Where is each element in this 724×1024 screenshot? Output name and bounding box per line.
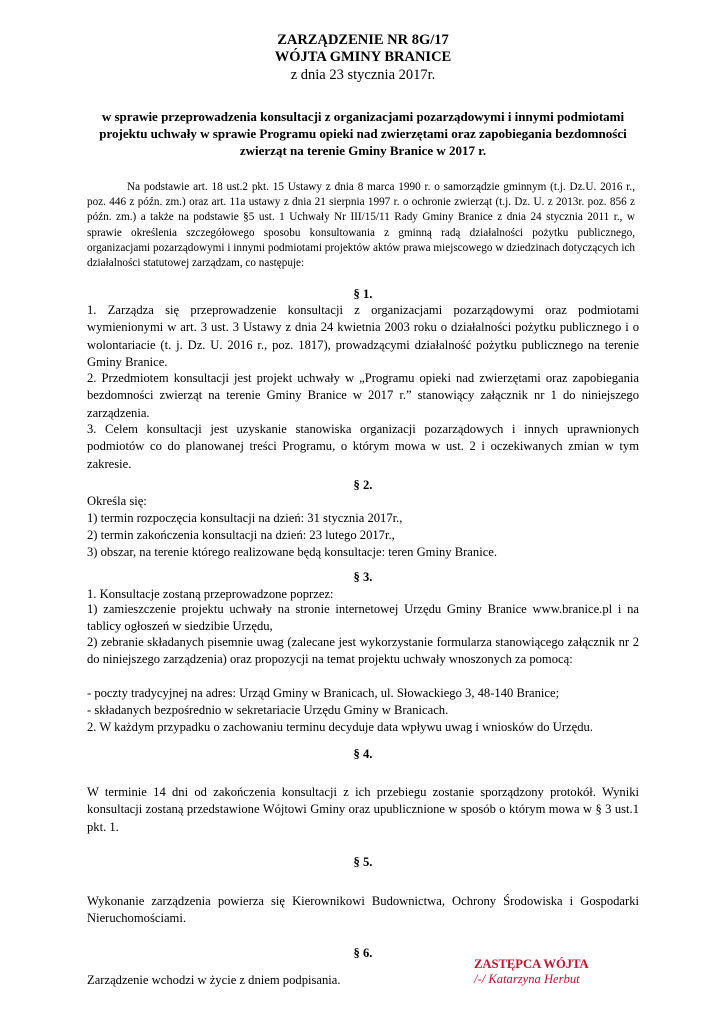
section-4-text: W terminie 14 dni od zakończenia konsultacji z ich przebiegu zostanie sporządzony protokół. Wyniki konsultacji zostaną przedstawione Wójtowi Gminy oraz upublicznione w sposób o którym mowa w § 3 ust.1 pkt. 1. [87, 785, 639, 834]
signature-name: /-/ Katarzyna Herbut [474, 972, 580, 986]
section-3-item-1: 1) zamieszczenie projektu uchwały na stronie internetowej Urzędu Gminy Branice www.branice.pl i na tablicy ogłoszeń w siedzibie Urzędu, [87, 602, 639, 633]
section-5-heading: § 5. [353, 855, 373, 869]
section-4-heading: § 4. [353, 747, 373, 761]
issuing-authority: WÓJTA GMINY BRANICE [274, 49, 452, 65]
section-3-intro: 1. Konsultacje zostaną przeprowadzone poprzez: [87, 587, 334, 601]
document-date: z dnia 23 stycznia 2017r. [290, 67, 436, 83]
section-3-item-3: - poczty tradycyjnej na adres: Urząd Gminy w Branicach, ul. Słowackiego 3, 48-140 Branice; [87, 686, 560, 700]
section-1-paragraph-2: 2. Przedmiotem konsultacji jest projekt uchwały w „Programu opieki nad zwierzętami oraz zapobiegania bezdomności zwierząt na terenie Gminy Branice w 2017 r.” stanowiący załącznik nr 1 do niniejszego zarządzenia. [87, 371, 639, 420]
section-3-item-2: 2) zebranie składanych pisemnie uwag (zalecane jest wykorzystanie formularza stanowiącego załącznik nr 2 do niniejszego zarządzenia) oraz propozycji na temat projektu uchwały wnoszonych za pomocą: [87, 635, 639, 666]
section-5-text: Wykonanie zarządzenia powierza się Kierownikowi Budownictwa, Ochrony Środowiska i Gospodarki Nieruchomościami. [87, 894, 639, 926]
section-3-heading: § 3. [353, 570, 373, 584]
section-2-intro: Określa się: [87, 494, 147, 508]
section-3-item-5: 2. W każdym przypadku o zachowaniu terminu decyduje data wpływu uwag i wniosków do Urzędu. [87, 720, 593, 734]
section-6-text: Zarządzenie wchodzi w życie z dniem podpisania. [87, 973, 341, 987]
section-1-paragraph-1: 1. Zarządza się przeprowadzenie konsultacji z organizacjami pozarządowymi oraz podmiotami wymienionymi w art. 3 ust. 3 Ustawy z dnia 24 kwietnia 2003 roku o działalności pożytku publicznego i o wolontariacie (t. j. Dz. U. 2016 r., poz. 1817), prowadzącymi działalność pożytku publicznego na terenie Gminy Branice. [87, 303, 639, 370]
section-1-heading: § 1. [353, 287, 373, 301]
section-2-item-2: 2) termin zakończenia konsultacji na dzień: 23 lutego 2017r., [87, 528, 395, 542]
section-3-item-4: - składanych bezpośrednio w sekretariacie Urzędu Gminy w Branicach. [87, 703, 449, 717]
section-2-item-1: 1) termin rozpoczęcia konsultacji na dzień: 31 stycznia 2017r., [87, 511, 403, 525]
legal-basis: Na podstawie art. 18 ust.2 pkt. 15 Ustawy z dnia 8 marca 1990 r. o samorządzie gminnym (t.j. Dz.U. 2016 r., poz. 446 z późn. zm.) oraz art. 11a ustawy z dnia 21 sierpnia 1997 r. o ochronie zwierząt (t.j. Dz. U. z 2013r. poz. 856 z późn. zm.) a także na podstawie §5 ust. 1 Uchwały Nr III/15/11 Rady Gminy Branice z dnia 24 stycznia 2011 r., w sprawie określenia szczegółowego sposobu konsultowania z gminną radą działalności pożytku publicznego, organizacjami pozarządowymi i innymi podmiotami projektów aktów prawa miejscowego w dziedzinach dotyczących ich działalności statutowej zarządzam, co następuje: [87, 181, 635, 270]
signature-role: ZASTĘPCA WÓJTA [474, 957, 589, 971]
section-1-paragraph-3: 3. Celem konsultacji jest uzyskanie stanowiska organizacji pozarządowych i innych uprawnionych podmiotów co do planowanej treści Programu, o którym mowa w ust. 2 i oczekiwanych zmian w tym zakresie. [87, 422, 639, 471]
document-subject: w sprawie przeprowadzenia konsultacji z organizacjami pozarządowymi i innymi podmiotami projektu uchwały w sprawie Programu opieki nad zwierzętami oraz zapobiegania bezdomności zwierząt na terenie Gminy Branice w 2017 r. [99, 109, 627, 158]
document-title: ZARZĄDZENIE NR 8G/17 [277, 32, 449, 48]
section-2-heading: § 2. [353, 478, 373, 492]
section-6-heading: § 6. [353, 946, 373, 960]
section-2-item-3: 3) obszar, na terenie którego realizowane będą konsultacje: teren Gminy Branice. [87, 545, 498, 559]
